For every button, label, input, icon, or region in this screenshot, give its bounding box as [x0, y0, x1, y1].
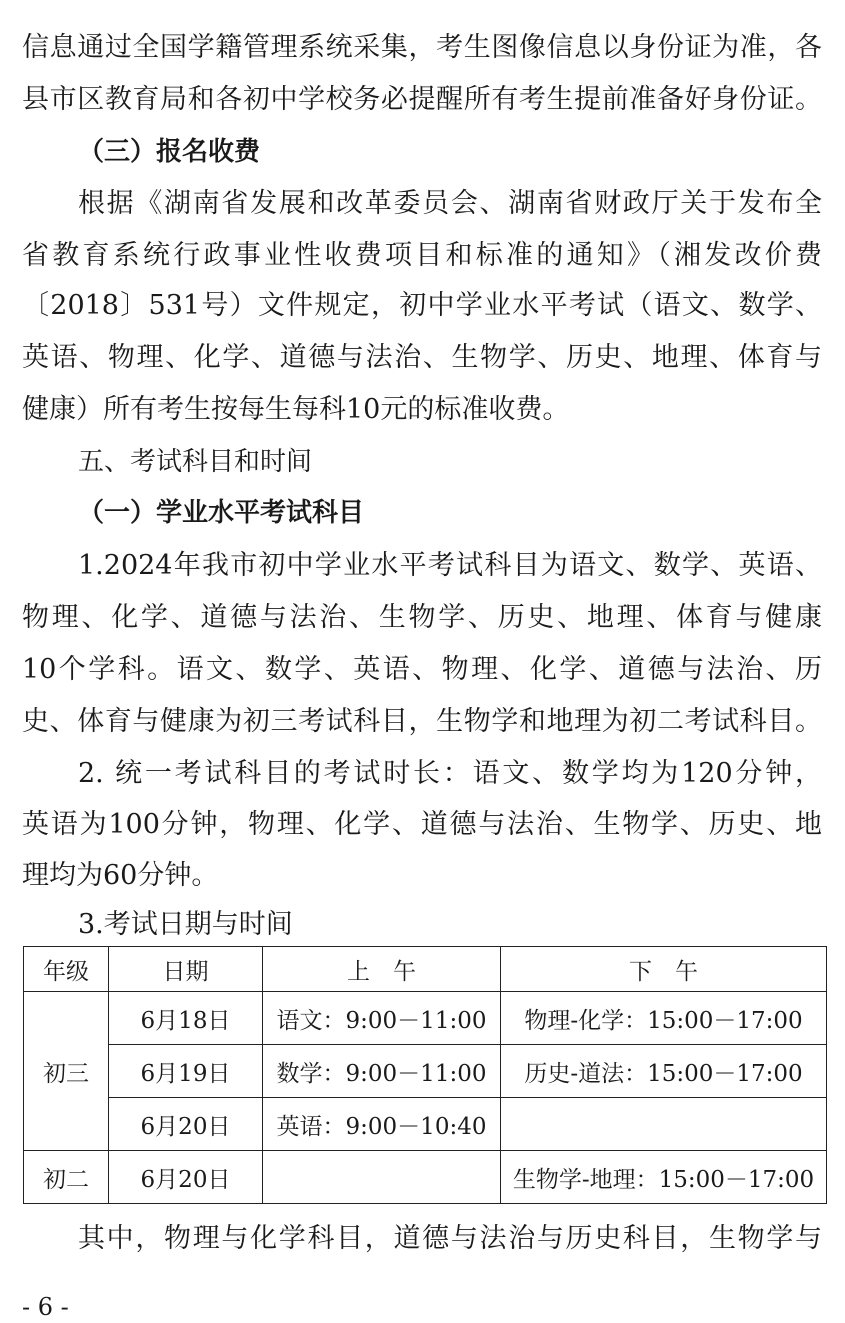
table-caption: 3.考试日期与时间 — [78, 909, 293, 940]
morning-cell — [263, 1151, 501, 1204]
date-cell: 6月19日 — [109, 1045, 263, 1098]
date-cell: 6月20日 — [109, 1151, 263, 1204]
paragraph-line: 物理、化学、道德与法治、生物学、历史、地理、体育与健康 — [22, 602, 822, 633]
grade-cell: 初三 — [24, 992, 109, 1151]
table-header-row — [24, 947, 827, 992]
table-row — [24, 1151, 827, 1204]
table-row — [24, 1045, 827, 1098]
section-heading: （一）学业水平考试科目 — [78, 498, 365, 528]
section-heading: 五、考试科目和时间 — [78, 447, 313, 477]
morning-cell: 英语：9:00－10:40 — [263, 1098, 501, 1151]
header-grade: 年级 — [24, 947, 109, 992]
date-cell: 6月20日 — [109, 1098, 263, 1151]
afternoon-cell — [501, 1098, 827, 1151]
date-cell: 6月18日 — [109, 992, 263, 1045]
paragraph-line: 1.2024年我市初中学业水平考试科目为语文、数学、英语、 — [78, 550, 822, 581]
paragraph-line: 信息通过全国学籍管理系统采集，考生图像信息以身份证为准，各 — [22, 32, 822, 63]
paragraph-line: 2. 统一考试科目的考试时长：语文、数学均为120分钟， — [78, 758, 822, 789]
afternoon-cell: 物理-化学：15:00－17:00 — [501, 992, 827, 1045]
table-row — [24, 1098, 827, 1151]
paragraph-line: 县市区教育局和各初中学校务必提醒所有考生提前准备好身份证。 — [22, 84, 822, 115]
table-row — [24, 992, 827, 1045]
section-heading: （三）报名收费 — [78, 137, 261, 167]
header-afternoon: 下 午 — [501, 947, 827, 992]
header-date: 日期 — [109, 947, 263, 992]
afternoon-cell: 生物学-地理：15:00－17:00 — [501, 1151, 827, 1204]
afternoon-cell: 历史-道法：15:00－17:00 — [501, 1045, 827, 1098]
header-morning: 上 午 — [263, 947, 501, 992]
paragraph-line: 史、体育与健康为初三考试科目，生物学和地理为初二考试科目。 — [22, 706, 822, 737]
page-number: - 6 - — [22, 1293, 69, 1321]
paragraph-line: 省教育系统行政事业性收费项目和标准的通知》（湘发改价费 — [22, 240, 822, 271]
grade-cell: 初二 — [24, 1151, 109, 1204]
exam-schedule-table — [23, 946, 827, 1204]
paragraph-line: 根据《湖南省发展和改革委员会、湖南省财政厅关于发布全 — [78, 188, 822, 219]
paragraph-line: 英语、物理、化学、道德与法治、生物学、历史、地理、体育与 — [22, 342, 822, 373]
paragraph-line: 10个学科。语文、数学、英语、物理、化学、道德与法治、历 — [22, 654, 822, 685]
paragraph-line: 理均为60分钟。 — [22, 860, 219, 891]
paragraph-line: 健康）所有考生按每生每科10元的标准收费。 — [22, 394, 570, 425]
morning-cell: 数学：9:00－11:00 — [263, 1045, 501, 1098]
paragraph-line: 其中，物理与化学科目，道德与法治与历史科目，生物学与 — [78, 1223, 822, 1254]
morning-cell: 语文：9:00－11:00 — [263, 992, 501, 1045]
paragraph-line: 〔2018〕531号）文件规定，初中学业水平考试（语文、数学、 — [22, 290, 822, 321]
paragraph-line: 英语为100分钟，物理、化学、道德与法治、生物学、历史、地 — [22, 809, 822, 840]
